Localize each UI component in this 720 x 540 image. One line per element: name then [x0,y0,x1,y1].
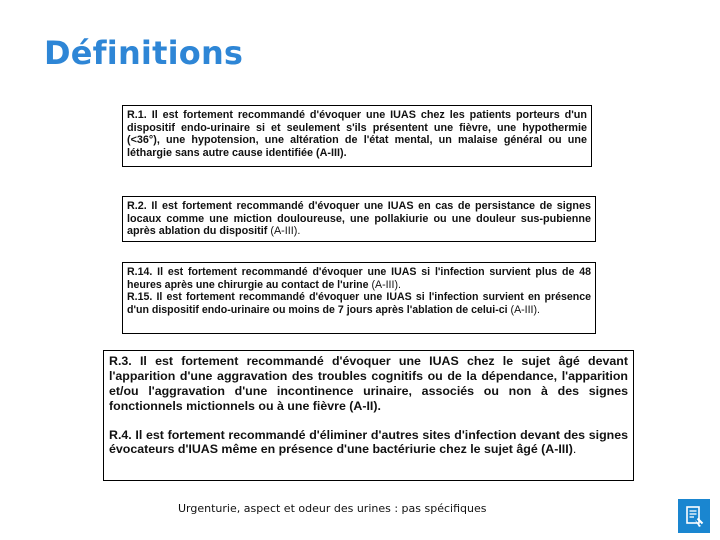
recommendation-r15-grade: (A-III). [507,303,540,316]
recommendation-box-r2 [122,196,596,242]
recommendation-r1: R.1. Il est fortement recommandé d'évoquer une IUAS chez les patients porteurs d'un dispositif endo-urinaire si et seulement s'ils présentent une fièvre, une hypothermie (<36°), une hypotension, une altération de l'état mental, un malaise général ou une léthargie sans autre cause identifiée (A-III). [127,109,587,160]
recommendation-r14-grade: (A-III). [368,278,401,291]
recommendation-box-r3-r4 [103,350,634,481]
slide-title: Définitions [44,34,244,72]
recommendation-r15 [127,291,591,316]
recommendation-r2-text: R.2. Il est fortement recommandé d'évoquer une IUAS en cas de persistance de signes locaux comme une miction douloureuse, une pollakiurie ou une douleur sus-pubienne après ablation du dispositif [127,200,591,238]
recommendation-r2 [127,200,591,238]
recommendation-r4 [109,428,628,458]
recommendation-r4-end: . [572,442,577,457]
recommendation-box-r1 [122,105,592,167]
document-icon [678,499,710,533]
recommendation-r14-text: R.14. Il est fortement recommandé d'évoquer une IUAS si l'infection survient plus de 48 heures après une chirurgie au contact de l'urine [127,266,591,291]
recommendation-box-r14-r15 [122,262,596,334]
recommendation-r2-grade: (A-III). [267,225,301,238]
recommendation-r3: R.3. Il est fortement recommandé d'évoquer une IUAS chez le sujet âgé devant l'apparition d'une aggravation des troubles cognitifs ou de la dépendance, l'apparition et/ou l'aggravation d'une incontinence urinaire, associés ou non à des signes fonctionnels mictionnels ou à une fièvre (A-II). [109,354,628,413]
recommendation-r15-text: R.15. Il est fortement recommandé d'évoquer une IUAS si l'infection survient en présence d'un dispositif endo-urinaire ou moins de 7 jours après l'ablation de celui-ci [127,291,591,316]
recommendation-r14 [127,266,591,291]
recommendation-r4-text: R.4. Il est fortement recommandé d'éliminer d'autres sites d'infection devant des signes évocateurs d'IUAS même en présence d'une bactériurie chez le sujet âgé (A-III) [109,427,628,457]
footnote: Urgenturie, aspect et odeur des urines : pas spécifiques [178,502,487,515]
